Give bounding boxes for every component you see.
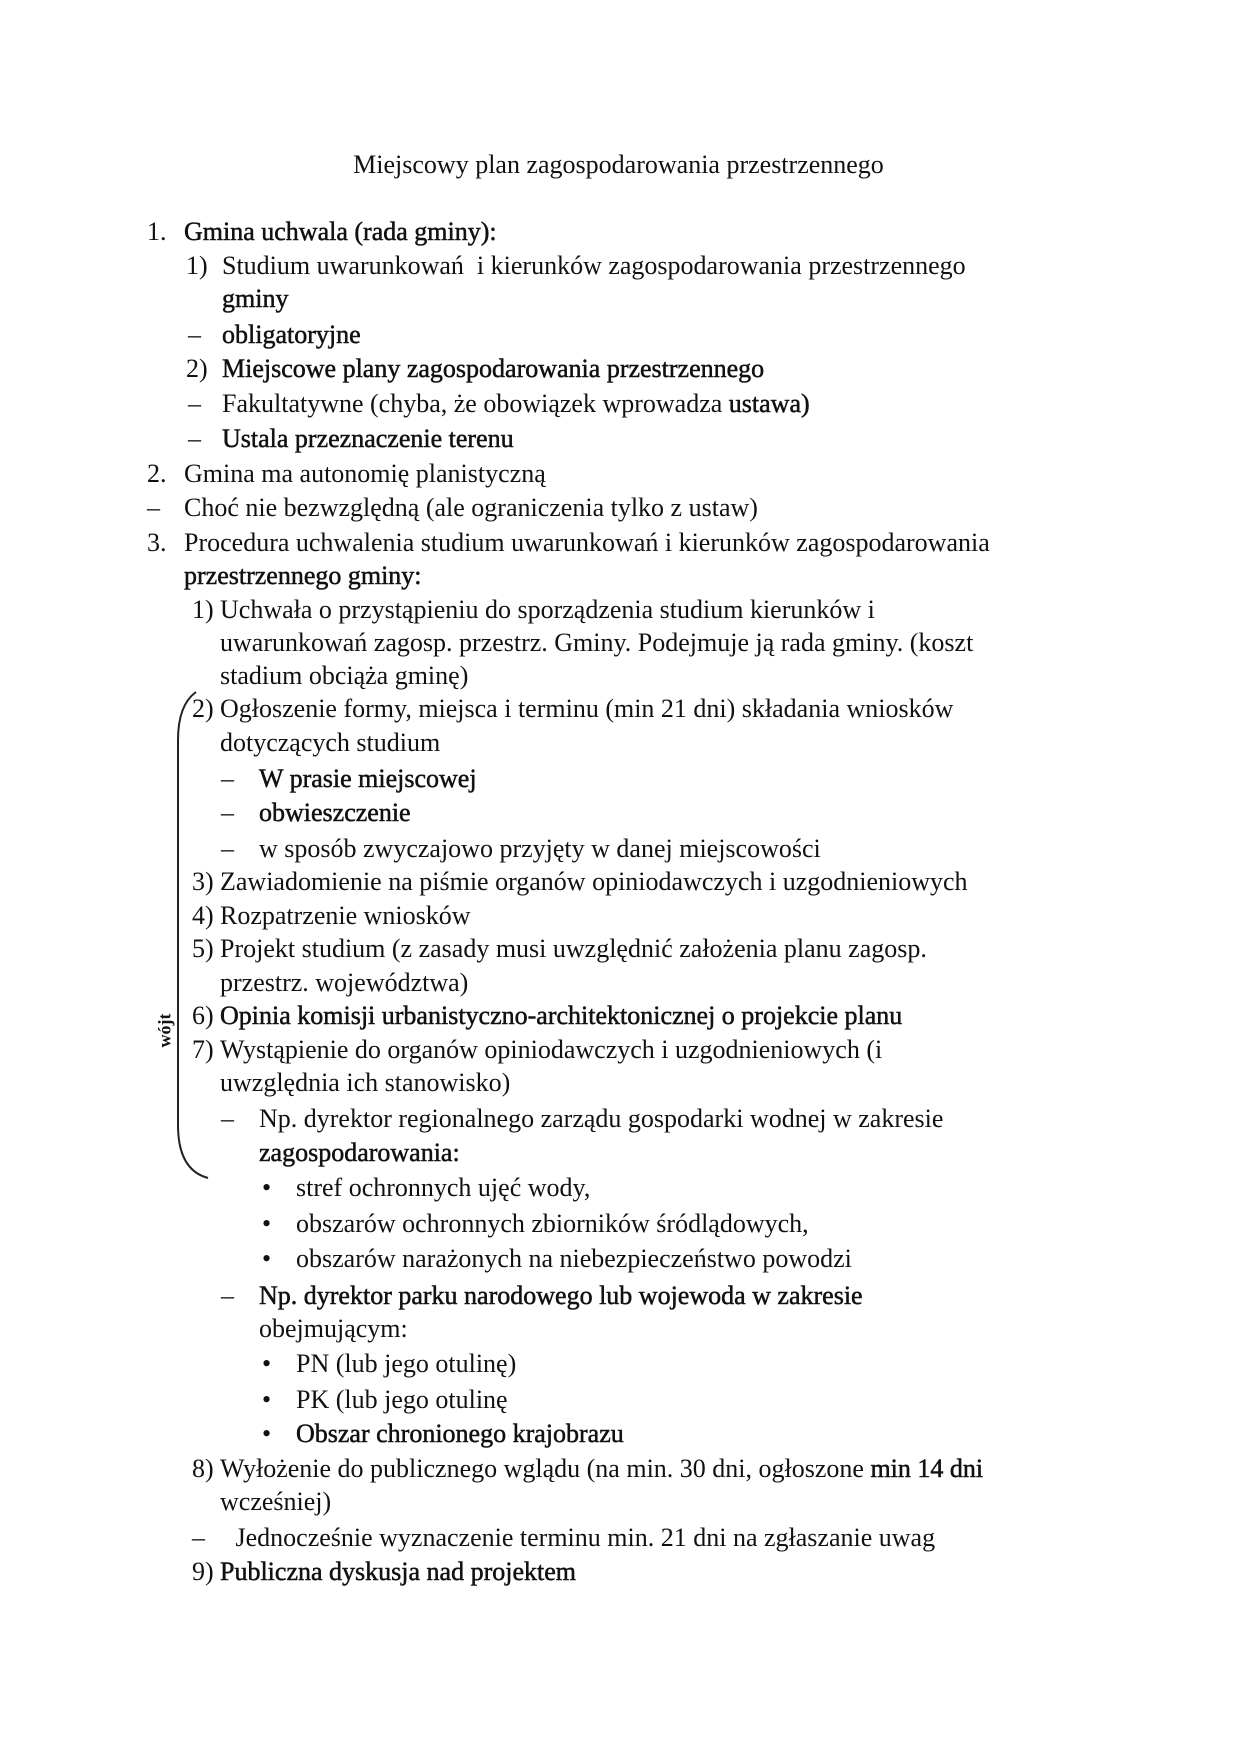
document-title: Miejscowy plan zagospodarowania przestrzennego [353,150,884,179]
list-marker: – [221,1281,234,1310]
line-text: dotyczących studium [220,728,441,757]
line-text-emphasis: min 14 dni [870,1454,984,1483]
list-marker: 1) [186,251,208,280]
document-line [259,1281,863,1311]
document-line [259,834,821,864]
list-marker: – [188,320,201,349]
list-marker: 6) [192,1001,214,1030]
list-marker: • [262,1173,272,1202]
document-line [220,1001,902,1031]
line-text: Obszar chronionego krajobrazu [296,1419,624,1448]
list-marker: 2. [147,459,167,488]
list-marker: 8) [192,1454,214,1483]
list-marker: – [221,764,234,793]
line-text: Wystąpienie do organów opiniodawczych i uzgodnieniowych (i [220,1035,883,1064]
document-line [220,867,968,897]
document-line [220,968,468,998]
line-text: uwzględnia ich stanowisko) [220,1068,511,1097]
line-text-emphasis: ustawa) [728,389,810,418]
document-line [222,284,288,314]
line-text: Jednocześnie wyznaczenie terminu min. 21 dni na zgłaszanie uwag [229,1523,936,1552]
document-line [184,217,497,247]
line-text: obejmującym: [259,1314,408,1343]
list-marker: • [262,1349,272,1378]
document-line [222,354,764,384]
document-line [296,1173,590,1203]
line-text: Choć nie bezwzględną (ale ograniczenia tylko z ustaw) [184,493,758,522]
document-line [296,1209,809,1239]
line-text: Wyłożenie do publicznego wglądu (na min. 30 dni, ogłoszone [220,1454,871,1483]
line-text: Procedura uchwalenia studium uwarunkowań i kierunków zagospodarowania [184,528,990,557]
document-line [259,1138,460,1168]
list-marker: 7) [192,1035,214,1064]
document-line [259,764,477,794]
line-text: Zawiadomienie na piśmie organów opiniodawczych i uzgodnieniowych [220,867,968,896]
list-marker: – [221,834,234,863]
document-line [296,1419,624,1449]
list-marker: 4) [192,901,214,930]
line-text: przestrzennego gminy: [184,561,422,590]
document-line [184,561,422,591]
line-text: przestrz. województwa) [220,968,469,997]
line-text: obwieszczenie [259,798,411,827]
line-text: PK (lub jego otulinę [296,1385,508,1414]
document-line [222,389,810,419]
list-marker: • [262,1244,272,1273]
line-text: Publiczna dyskusja nad projektem [220,1557,576,1586]
list-marker: – [188,424,201,453]
line-text: uwarunkowań zagosp. przestrz. Gminy. Podejmuje ją rada gminy. (koszt [220,628,974,657]
line-text: Rozpatrzenie wniosków [220,901,471,930]
document-line [220,1557,576,1587]
line-text: Np. dyrektor regionalnego zarządu gospodarki wodnej w zakresie [259,1104,944,1133]
list-marker: 3) [192,867,214,896]
line-text: Projekt studium (z zasady musi uwzględnić założenia planu zagosp. [220,934,927,963]
list-marker: – [147,493,160,522]
line-text: W prasie miejscowej [259,764,477,793]
list-marker: 1. [147,217,167,246]
list-marker: 1) [192,595,214,624]
line-text: Ogłoszenie formy, miejsca i terminu (min 21 dni) składania wniosków [220,694,954,723]
document-line [220,694,953,724]
line-text: stref ochronnych ujęć wody, [296,1173,591,1202]
line-text: Uchwała o przystąpieniu do sporządzenia studium kierunków i [220,595,875,624]
document-line [220,934,927,964]
document-line [296,1244,852,1274]
line-text: zagospodarowania: [259,1138,460,1167]
document-line [220,1454,983,1484]
line-text: stadium obciąża gminę) [220,661,469,690]
line-text: Gmina ma autonomię planistyczną [184,459,546,488]
side-label-wojt: wójt [154,1013,175,1048]
document-line [222,251,966,281]
list-marker: 3. [147,528,167,557]
list-marker: 5) [192,934,214,963]
document-line [184,459,546,489]
line-text: Gmina uchwala (rada gminy): [184,217,497,246]
line-text: wcześniej) [220,1487,332,1516]
document-line [222,320,361,350]
line-text: obligatoryjne [222,320,361,349]
list-marker: – [221,1104,234,1133]
list-marker: 9) [192,1557,214,1586]
document-line [220,1035,882,1065]
line-text: Np. dyrektor parku narodowego lub wojewoda w zakresie [259,1281,863,1310]
line-text: Fakultatywne (chyba, że obowiązek wprowadza [222,389,729,418]
document-line [222,424,514,454]
line-text: obszarów narażonych na niebezpieczeństwo powodzi [296,1244,852,1273]
list-marker: – [192,1523,205,1552]
line-text: Ustala przeznaczenie terenu [222,424,514,453]
line-text: Opinia komisji urbanistyczno-architektonicznej o projekcie planu [220,1001,903,1030]
list-marker: – [221,798,234,827]
line-text: Miejscowe plany zagospodarowania przestrzennego [222,354,765,383]
document-line [259,1314,408,1344]
document-line [220,628,973,658]
document-line [220,901,471,931]
line-text: obszarów ochronnych zbiorników śródlądowych, [296,1209,809,1238]
line-text: PN (lub jego otulinę) [296,1349,517,1378]
document-line [184,493,758,523]
document-line [220,728,440,758]
list-marker: 2) [186,354,208,383]
line-text: gminy [222,284,289,313]
document-line [296,1385,508,1415]
document-line [229,1523,935,1553]
document-line [296,1349,516,1379]
list-marker: 2) [192,694,214,723]
document-line [220,661,468,691]
line-text: Studium uwarunkowań i kierunków zagospodarowania przestrzennego [222,251,966,280]
list-marker: • [262,1209,272,1238]
document-line [259,798,411,828]
line-text: w sposób zwyczajowo przyjęty w danej miejscowości [259,834,821,863]
document-line [220,1487,331,1517]
document-line [184,528,990,558]
list-marker: • [262,1385,272,1414]
document-line [259,1104,943,1134]
document-line [220,1068,510,1098]
list-marker: • [262,1419,272,1448]
list-marker: – [188,389,201,418]
document-line [220,595,875,625]
